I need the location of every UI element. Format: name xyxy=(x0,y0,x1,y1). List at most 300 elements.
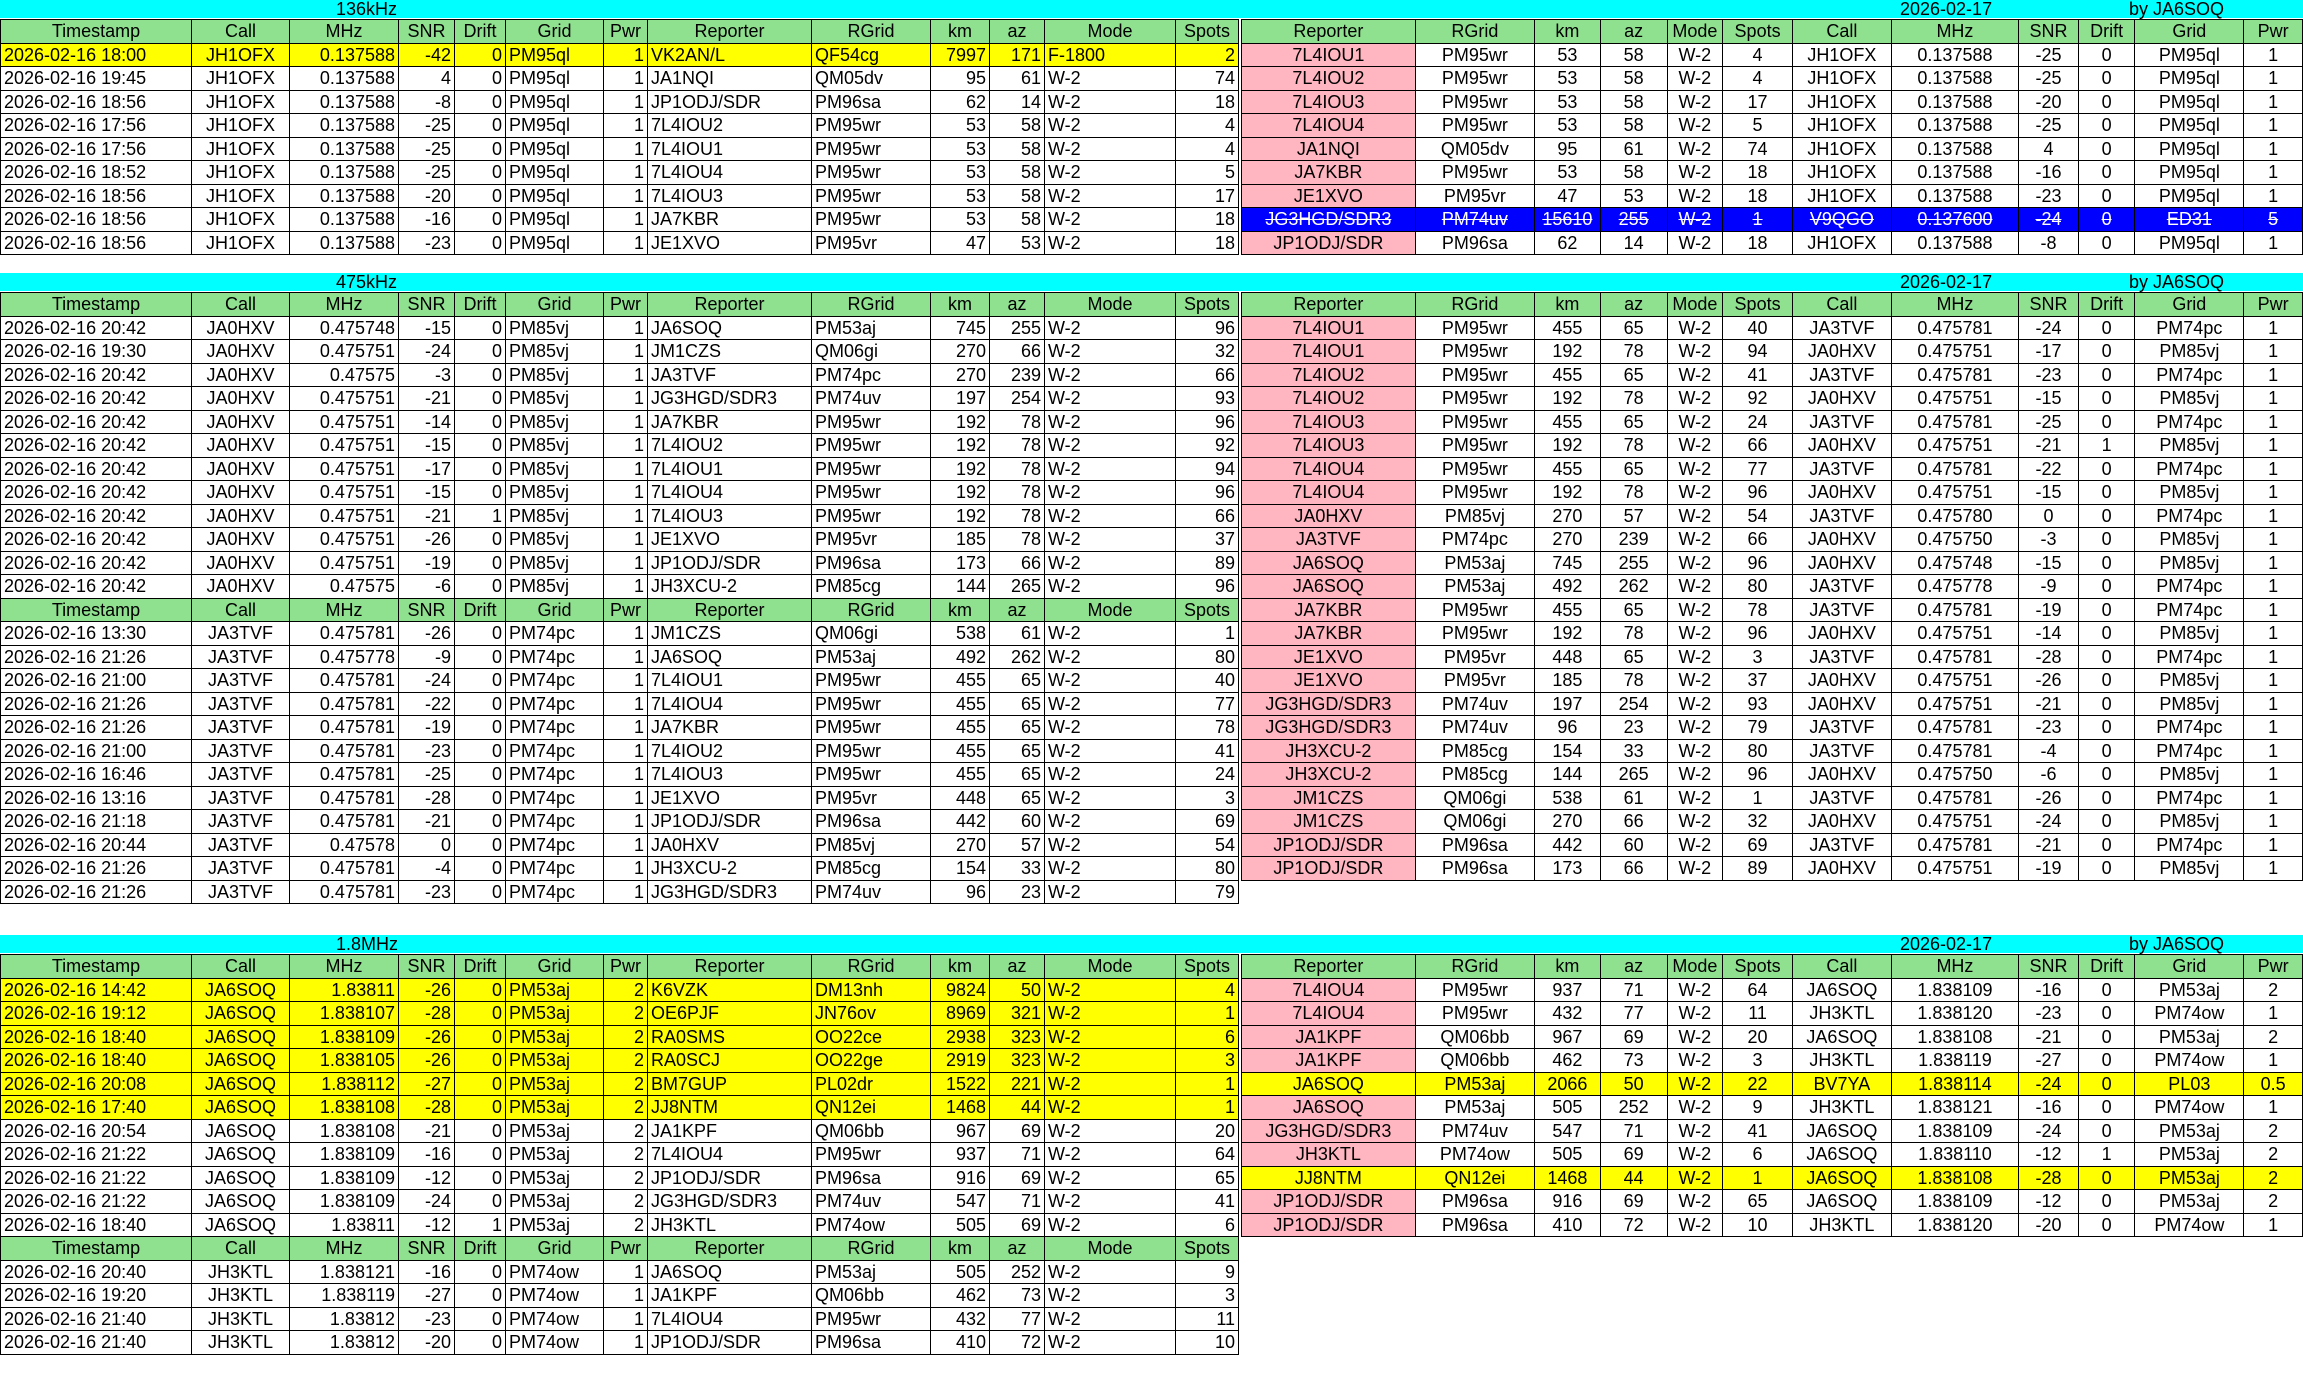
cell-reporter: JP1ODJ/SDR xyxy=(1242,857,1416,881)
cell-snr: -15 xyxy=(2019,481,2079,505)
cell-rgrid: OO22ce xyxy=(812,1025,931,1049)
cell-snr: -16 xyxy=(399,208,455,232)
cell-mhz: 0.475750 xyxy=(1891,528,2018,552)
cell-km: 53 xyxy=(931,161,990,185)
cell-reporter: JG3HGD/SDR3 xyxy=(1242,716,1416,740)
cell-km: 505 xyxy=(1534,1143,1600,1167)
table-row xyxy=(1242,1025,2303,1049)
cell-spots: 4 xyxy=(1723,43,1793,67)
cell-grid: PM74ow xyxy=(2135,1049,2244,1073)
column-header-grid: Grid xyxy=(506,20,604,44)
cell-rgrid: PM95vr xyxy=(1415,645,1534,669)
cell-pwr: 1 xyxy=(604,622,648,646)
cell-grid: PM85vj xyxy=(506,551,604,575)
cell-call: JA6SOQ xyxy=(1793,1190,1892,1214)
cell-pwr: 1 xyxy=(2244,645,2303,669)
column-header-pwr: Pwr xyxy=(2244,955,2303,979)
cell-pwr: 1 xyxy=(604,857,648,881)
cell-rgrid: PM53aj xyxy=(812,1260,931,1284)
cell-grid: PM74pc xyxy=(506,833,604,857)
cell-mhz: 0.137588 xyxy=(1891,114,2018,138)
cell-az: 66 xyxy=(990,340,1045,364)
cell-call: JH3KTL xyxy=(1793,1213,1892,1237)
cell-km: 410 xyxy=(1534,1213,1600,1237)
cell-az: 78 xyxy=(990,434,1045,458)
cell-timestamp: 2026-02-16 21:26 xyxy=(1,880,192,904)
cell-mode: W-2 xyxy=(1045,1213,1176,1237)
cell-call: JA3TVF xyxy=(192,763,290,787)
cell-call: JA3TVF xyxy=(1793,363,1892,387)
cell-call: JH1OFX xyxy=(192,114,290,138)
cell-pwr: 1 xyxy=(2244,90,2303,114)
cell-pwr: 2 xyxy=(604,1025,648,1049)
cell-pwr: 1 xyxy=(604,387,648,411)
cell-mode: W-2 xyxy=(1667,137,1723,161)
cell-call: JA6SOQ xyxy=(192,1096,290,1120)
cell-timestamp: 2026-02-16 19:12 xyxy=(1,1002,192,1026)
cell-mode: W-2 xyxy=(1667,184,1723,208)
cell-az: 323 xyxy=(990,1025,1045,1049)
cell-reporter: 7L4IOU4 xyxy=(648,692,812,716)
cell-mode: W-2 xyxy=(1045,410,1176,434)
cell-mode: W-2 xyxy=(1045,1284,1176,1308)
cell-timestamp: 2026-02-16 13:30 xyxy=(1,622,192,646)
column-header-pwr: Pwr xyxy=(2244,20,2303,44)
column-header-drift: Drift xyxy=(455,20,506,44)
cell-km: 192 xyxy=(1534,387,1600,411)
band-label: 475kHz xyxy=(336,272,398,292)
cell-km: 1522 xyxy=(931,1072,990,1096)
cell-snr: -21 xyxy=(2019,1025,2079,1049)
cell-pwr: 1 xyxy=(604,1284,648,1308)
cell-pwr: 2 xyxy=(2244,1166,2303,1190)
cell-spots: 96 xyxy=(1176,575,1239,599)
cell-snr: -26 xyxy=(399,1025,455,1049)
cell-timestamp: 2026-02-16 21:18 xyxy=(1,810,192,834)
cell-timestamp: 2026-02-16 21:40 xyxy=(1,1307,192,1331)
cell-rgrid: PM95wr xyxy=(812,669,931,693)
cell-timestamp: 2026-02-16 21:26 xyxy=(1,692,192,716)
cell-rgrid: QM06bb xyxy=(1415,1049,1534,1073)
cell-drift: 0 xyxy=(455,208,506,232)
column-header-timestamp: Timestamp xyxy=(1,955,192,979)
cell-km: 492 xyxy=(931,645,990,669)
table-row xyxy=(1242,340,2303,364)
cell-mode: W-2 xyxy=(1045,1190,1176,1214)
cell-drift: 0 xyxy=(455,114,506,138)
table-row xyxy=(1,786,1239,810)
cell-reporter: JM1CZS xyxy=(1242,786,1416,810)
cell-az: 44 xyxy=(1600,1166,1667,1190)
cell-call: JH3KTL xyxy=(192,1260,290,1284)
cell-grid: PM85vj xyxy=(506,316,604,340)
cell-az: 78 xyxy=(1600,669,1667,693)
cell-drift: 0 xyxy=(455,551,506,575)
cell-az: 78 xyxy=(1600,434,1667,458)
table-row xyxy=(1,1025,1239,1049)
cell-spots: 69 xyxy=(1723,833,1793,857)
column-header-call: Call xyxy=(192,1237,290,1261)
cell-pwr: 1 xyxy=(604,208,648,232)
cell-drift: 0 xyxy=(455,137,506,161)
column-header-snr: SNR xyxy=(399,955,455,979)
cell-az: 58 xyxy=(990,137,1045,161)
cell-mhz: 0.137588 xyxy=(290,43,399,67)
cell-grid: PM74ow xyxy=(2135,1213,2244,1237)
cell-km: 455 xyxy=(1534,316,1600,340)
cell-pwr: 1 xyxy=(604,645,648,669)
cell-reporter: 7L4IOU3 xyxy=(1242,410,1416,434)
table-row xyxy=(1,1213,1239,1237)
cell-grid: PM85vj xyxy=(2135,692,2244,716)
cell-call: JA0HXV xyxy=(192,434,290,458)
cell-rgrid: PM95wr xyxy=(812,137,931,161)
cell-snr: -16 xyxy=(2019,161,2079,185)
cell-drift: 0 xyxy=(2078,857,2135,881)
cell-rgrid: PM95wr xyxy=(1415,340,1534,364)
cell-mhz: 1.838109 xyxy=(290,1025,399,1049)
cell-km: 745 xyxy=(1534,551,1600,575)
cell-az: 66 xyxy=(1600,857,1667,881)
column-header-pwr: Pwr xyxy=(2244,293,2303,317)
table-row xyxy=(1242,528,2303,552)
cell-grid: PM53aj xyxy=(2135,1190,2244,1214)
cell-spots: 1 xyxy=(1176,1002,1239,1026)
cell-az: 14 xyxy=(990,90,1045,114)
cell-rgrid: PM85vj xyxy=(1415,504,1534,528)
cell-rgrid: QM06bb xyxy=(1415,1025,1534,1049)
cell-grid: PM74pc xyxy=(2135,363,2244,387)
cell-mode: W-2 xyxy=(1667,1049,1723,1073)
table-row xyxy=(1,716,1239,740)
cell-rgrid: PM85cg xyxy=(812,857,931,881)
cell-az: 58 xyxy=(1600,43,1667,67)
cell-drift: 0 xyxy=(455,67,506,91)
cell-grid: PM53aj xyxy=(506,1025,604,1049)
cell-mode: W-2 xyxy=(1045,137,1176,161)
cell-km: 95 xyxy=(931,67,990,91)
cell-drift: 0 xyxy=(2078,208,2135,232)
cell-rgrid: PM53aj xyxy=(812,645,931,669)
cell-snr: -15 xyxy=(399,434,455,458)
cell-drift: 0 xyxy=(2078,504,2135,528)
cell-km: 270 xyxy=(931,363,990,387)
cell-pwr: 1 xyxy=(604,137,648,161)
cell-call: JA6SOQ xyxy=(192,1119,290,1143)
cell-pwr: 1 xyxy=(2244,457,2303,481)
cell-spots: 64 xyxy=(1723,978,1793,1002)
cell-km: 455 xyxy=(931,669,990,693)
cell-az: 53 xyxy=(1600,184,1667,208)
cell-reporter: JE1XVO xyxy=(648,528,812,552)
cell-grid: PM53aj xyxy=(506,1002,604,1026)
cell-rgrid: DM13nh xyxy=(812,978,931,1002)
cell-drift: 0 xyxy=(2078,622,2135,646)
cell-mhz: 0.475778 xyxy=(1891,575,2018,599)
cell-call: JA0HXV xyxy=(1793,669,1892,693)
cell-spots: 96 xyxy=(1723,763,1793,787)
cell-timestamp: 2026-02-16 21:26 xyxy=(1,716,192,740)
cell-mhz: 0.475781 xyxy=(290,786,399,810)
cell-rgrid: PM74uv xyxy=(1415,1119,1534,1143)
cell-drift: 0 xyxy=(455,410,506,434)
cell-snr: -28 xyxy=(399,1096,455,1120)
cell-rgrid: PM95wr xyxy=(812,208,931,232)
cell-drift: 0 xyxy=(455,978,506,1002)
cell-call: JA0HXV xyxy=(1793,622,1892,646)
cell-mode: W-2 xyxy=(1045,1119,1176,1143)
cell-pwr: 1 xyxy=(2244,833,2303,857)
cell-spots: 22 xyxy=(1723,1072,1793,1096)
cell-rgrid: PM53aj xyxy=(812,316,931,340)
cell-call: JA0HXV xyxy=(192,457,290,481)
cell-mhz: 1.838114 xyxy=(1891,1072,2018,1096)
cell-km: 937 xyxy=(931,1143,990,1167)
cell-mhz: 0.137588 xyxy=(1891,161,2018,185)
cell-snr: -24 xyxy=(399,669,455,693)
column-header-drift: Drift xyxy=(2078,20,2135,44)
cell-pwr: 1 xyxy=(604,67,648,91)
table-row xyxy=(1,387,1239,411)
cell-mode: W-2 xyxy=(1667,1096,1723,1120)
column-header-km: km xyxy=(1534,955,1600,979)
cell-mhz: 1.838121 xyxy=(290,1260,399,1284)
column-header-az: az xyxy=(990,1237,1045,1261)
spots-table-1-8mhz-left xyxy=(0,954,1239,1355)
table-row xyxy=(1,833,1239,857)
cell-km: 9824 xyxy=(931,978,990,1002)
cell-drift: 0 xyxy=(455,1049,506,1073)
cell-snr: -27 xyxy=(2019,1049,2079,1073)
table-row xyxy=(1242,363,2303,387)
cell-mhz: 0.47575 xyxy=(290,575,399,599)
cell-pwr: 1 xyxy=(604,692,648,716)
cell-az: 65 xyxy=(1600,598,1667,622)
column-header-mhz: MHz xyxy=(290,1237,399,1261)
cell-reporter: JA1KPF xyxy=(648,1119,812,1143)
cell-km: 192 xyxy=(931,410,990,434)
column-header-az: az xyxy=(1600,293,1667,317)
cell-spots: 92 xyxy=(1723,387,1793,411)
cell-drift: 0 xyxy=(2078,1119,2135,1143)
cell-grid: PM53aj xyxy=(2135,1025,2244,1049)
cell-reporter: 7L4IOU4 xyxy=(1242,457,1416,481)
table-row xyxy=(1242,208,2303,232)
cell-snr: -6 xyxy=(2019,763,2079,787)
cell-drift: 0 xyxy=(455,1096,506,1120)
cell-pwr: 1 xyxy=(604,481,648,505)
cell-rgrid: PM85vj xyxy=(812,833,931,857)
cell-spots: 9 xyxy=(1723,1096,1793,1120)
cell-drift: 0 xyxy=(455,316,506,340)
cell-pwr: 1 xyxy=(604,184,648,208)
cell-snr: -26 xyxy=(399,1049,455,1073)
cell-snr: -3 xyxy=(399,363,455,387)
cell-az: 255 xyxy=(1600,551,1667,575)
cell-snr: -21 xyxy=(399,810,455,834)
cell-mhz: 1.83812 xyxy=(290,1307,399,1331)
table-row xyxy=(1242,833,2303,857)
cell-drift: 0 xyxy=(455,786,506,810)
cell-spots: 1 xyxy=(1723,208,1793,232)
cell-pwr: 1 xyxy=(604,410,648,434)
cell-drift: 0 xyxy=(2078,528,2135,552)
cell-az: 65 xyxy=(990,739,1045,763)
cell-drift: 0 xyxy=(2078,598,2135,622)
cell-reporter: JA7KBR xyxy=(648,716,812,740)
cell-snr: -23 xyxy=(399,1307,455,1331)
cell-call: JA0HXV xyxy=(192,316,290,340)
column-header-mhz: MHz xyxy=(290,955,399,979)
column-header-az: az xyxy=(990,293,1045,317)
cell-mhz: 1.83811 xyxy=(290,1213,399,1237)
column-header-reporter: Reporter xyxy=(1242,293,1416,317)
cell-grid: PM85vj xyxy=(506,434,604,458)
cell-km: 916 xyxy=(931,1166,990,1190)
cell-mhz: 0.475751 xyxy=(290,481,399,505)
spots-table-136khz-left xyxy=(0,19,1239,255)
column-header-rgrid: RGrid xyxy=(812,1237,931,1261)
cell-az: 255 xyxy=(990,316,1045,340)
cell-mode: W-2 xyxy=(1045,645,1176,669)
cell-km: 197 xyxy=(931,387,990,411)
cell-km: 15610 xyxy=(1534,208,1600,232)
cell-call: JA6SOQ xyxy=(1793,1025,1892,1049)
table-row xyxy=(1242,1166,2303,1190)
cell-mhz: 0.475781 xyxy=(290,739,399,763)
table-row xyxy=(1242,316,2303,340)
cell-timestamp: 2026-02-16 20:42 xyxy=(1,410,192,434)
cell-spots: 80 xyxy=(1723,575,1793,599)
cell-snr: -16 xyxy=(399,1143,455,1167)
column-header-az: az xyxy=(1600,20,1667,44)
cell-rgrid: PM95wr xyxy=(812,504,931,528)
cell-drift: 0 xyxy=(2078,1049,2135,1073)
cell-drift: 0 xyxy=(2078,1166,2135,1190)
cell-mhz: 1.838109 xyxy=(1891,1190,2018,1214)
cell-snr: -27 xyxy=(399,1072,455,1096)
cell-rgrid: PM95wr xyxy=(1415,410,1534,434)
cell-rgrid: PM95vr xyxy=(812,231,931,255)
cell-spots: 41 xyxy=(1723,363,1793,387)
cell-mode: W-2 xyxy=(1667,833,1723,857)
cell-rgrid: QF54cg xyxy=(812,43,931,67)
cell-reporter: JA1KPF xyxy=(1242,1025,1416,1049)
cell-grid: PM53aj xyxy=(506,1072,604,1096)
cell-reporter: JA6SOQ xyxy=(1242,575,1416,599)
cell-az: 58 xyxy=(1600,161,1667,185)
cell-az: 78 xyxy=(1600,387,1667,411)
cell-snr: -23 xyxy=(2019,1002,2079,1026)
cell-reporter: JH3KTL xyxy=(1242,1143,1416,1167)
cell-grid: PM53aj xyxy=(506,1119,604,1143)
column-header-mhz: MHz xyxy=(290,20,399,44)
cell-timestamp: 2026-02-16 20:42 xyxy=(1,551,192,575)
cell-rgrid: PM95wr xyxy=(812,716,931,740)
cell-snr: -9 xyxy=(399,645,455,669)
cell-az: 65 xyxy=(990,786,1045,810)
cell-snr: -28 xyxy=(399,786,455,810)
cell-call: JA0HXV xyxy=(1793,481,1892,505)
cell-call: JA3TVF xyxy=(1793,598,1892,622)
cell-snr: -20 xyxy=(399,184,455,208)
cell-rgrid: PM85cg xyxy=(1415,763,1534,787)
cell-az: 71 xyxy=(1600,978,1667,1002)
table-row xyxy=(1,551,1239,575)
cell-call: JA0HXV xyxy=(192,481,290,505)
cell-mhz: 0.475781 xyxy=(290,716,399,740)
cell-az: 78 xyxy=(990,504,1045,528)
reporter-table-1-8mhz-right xyxy=(1241,954,2303,1237)
cell-mhz: 1.838119 xyxy=(1891,1049,2018,1073)
cell-pwr: 1 xyxy=(2244,434,2303,458)
cell-spots: 80 xyxy=(1176,645,1239,669)
column-header-spots: Spots xyxy=(1176,1237,1239,1261)
cell-spots: 41 xyxy=(1176,739,1239,763)
cell-mode: W-2 xyxy=(1045,880,1176,904)
cell-reporter: 7L4IOU2 xyxy=(648,434,812,458)
cell-rgrid: PM53aj xyxy=(1415,1096,1534,1120)
cell-grid: PM85vj xyxy=(2135,763,2244,787)
cell-km: 455 xyxy=(931,763,990,787)
column-header-mode: Mode xyxy=(1045,955,1176,979)
table-row xyxy=(1,1002,1239,1026)
cell-mhz: 0.475781 xyxy=(1891,457,2018,481)
column-header-mode: Mode xyxy=(1045,293,1176,317)
cell-mode: W-2 xyxy=(1667,645,1723,669)
cell-grid: PM53aj xyxy=(506,978,604,1002)
cell-reporter: 7L4IOU2 xyxy=(648,739,812,763)
cell-spots: 78 xyxy=(1176,716,1239,740)
cell-grid: PM53aj xyxy=(506,1143,604,1167)
cell-timestamp: 2026-02-16 18:00 xyxy=(1,43,192,67)
cell-pwr: 1 xyxy=(604,669,648,693)
cell-spots: 96 xyxy=(1176,410,1239,434)
cell-mhz: 1.838112 xyxy=(290,1072,399,1096)
cell-az: 265 xyxy=(990,575,1045,599)
table-row xyxy=(1,1331,1239,1355)
cell-mhz: 0.137588 xyxy=(290,231,399,255)
cell-pwr: 1 xyxy=(2244,810,2303,834)
cell-reporter: JA6SOQ xyxy=(648,1260,812,1284)
cell-mhz: 0.475748 xyxy=(1891,551,2018,575)
cell-call: JH1OFX xyxy=(1793,231,1892,255)
cell-az: 33 xyxy=(1600,739,1667,763)
cell-rgrid: PM96sa xyxy=(812,551,931,575)
cell-pwr: 1 xyxy=(604,833,648,857)
cell-mode: W-2 xyxy=(1667,1166,1723,1190)
cell-grid: PM95ql xyxy=(506,43,604,67)
cell-grid: PM74pc xyxy=(2135,316,2244,340)
cell-call: JH3KTL xyxy=(192,1284,290,1308)
table-row xyxy=(1242,575,2303,599)
cell-rgrid: PM95wr xyxy=(812,481,931,505)
cell-mhz: 0.475781 xyxy=(1891,410,2018,434)
header-row xyxy=(1242,955,2303,979)
cell-az: 60 xyxy=(990,810,1045,834)
cell-spots: 3 xyxy=(1723,645,1793,669)
cell-az: 69 xyxy=(990,1119,1045,1143)
cell-az: 58 xyxy=(990,161,1045,185)
cell-pwr: 1 xyxy=(604,434,648,458)
cell-mode: W-2 xyxy=(1045,833,1176,857)
cell-spots: 94 xyxy=(1176,457,1239,481)
cell-snr: -25 xyxy=(2019,114,2079,138)
cell-reporter: 7L4IOU3 xyxy=(648,763,812,787)
header-row xyxy=(1,598,1239,622)
cell-mhz: 1.838120 xyxy=(1891,1002,2018,1026)
cell-call: JA6SOQ xyxy=(192,1190,290,1214)
